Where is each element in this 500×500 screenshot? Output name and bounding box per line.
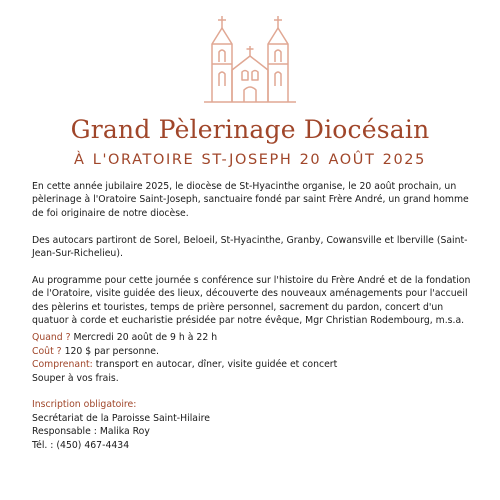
includes-value: transport en autocar, dîner, visite guidée et concert	[92, 359, 338, 371]
cost-value: 120 $ par personne.	[61, 345, 159, 357]
buses-paragraph: Des autocars partiront de Sorel, Beloeil, St-Hyacinthe, Granby, Cowansville et lberville (Saint-Jean-Sur-Richelieu).	[32, 234, 468, 260]
intro-paragraph: En cette année jubilaire 2025, le diocèse de St-Hyacinthe organise, le 20 août prochain, un pèlerinage à l'Oratoire Saint-Joseph, sanctuaire fondé par saint Frère André, un grand homme de foi originaire de notre diocèse.	[32, 181, 469, 219]
when-line	[32, 331, 476, 344]
page-title: Grand Pèlerinage Diocésain	[70, 115, 430, 144]
basilica-icon	[0, 14, 500, 106]
when-value: Mercredi 20 août de 9 h à 22 h	[70, 332, 218, 344]
registration-label: Inscription obligatoire:	[32, 399, 137, 411]
registration-contact: Responsable : Malika Roy	[32, 426, 150, 438]
when-label: Quand ?	[32, 332, 71, 344]
supper-line: Souper à vos frais.	[32, 372, 119, 384]
program-paragraph: Au programme pour cette journée s conférence sur l'histoire du Frère André et de la fondation de l'Oratoire, visite guidée des lieux, découverte des nouveaux aménagements pour l'accueil des pèlerins et touristes, temps de prière personnel, sacrement du pardon, concert d'un quatuor à corde et eucharistie présidée par notre évêque, Mgr Christian Rodembourg, m.s.a.	[32, 274, 471, 327]
includes-line	[32, 358, 476, 371]
announcement-body	[32, 180, 476, 452]
registration-secretariat: Secrétariat de la Paroisse Saint-Hilaire	[32, 412, 210, 424]
page-subtitle: À L'ORATOIRE ST-JOSEPH 20 AOÛT 2025	[74, 152, 426, 168]
registration-phone: Tél. : (450) 467-4434	[32, 439, 130, 451]
cost-label: Coût ?	[32, 345, 62, 357]
includes-label: Comprenant:	[32, 359, 93, 371]
cost-line	[32, 345, 476, 358]
